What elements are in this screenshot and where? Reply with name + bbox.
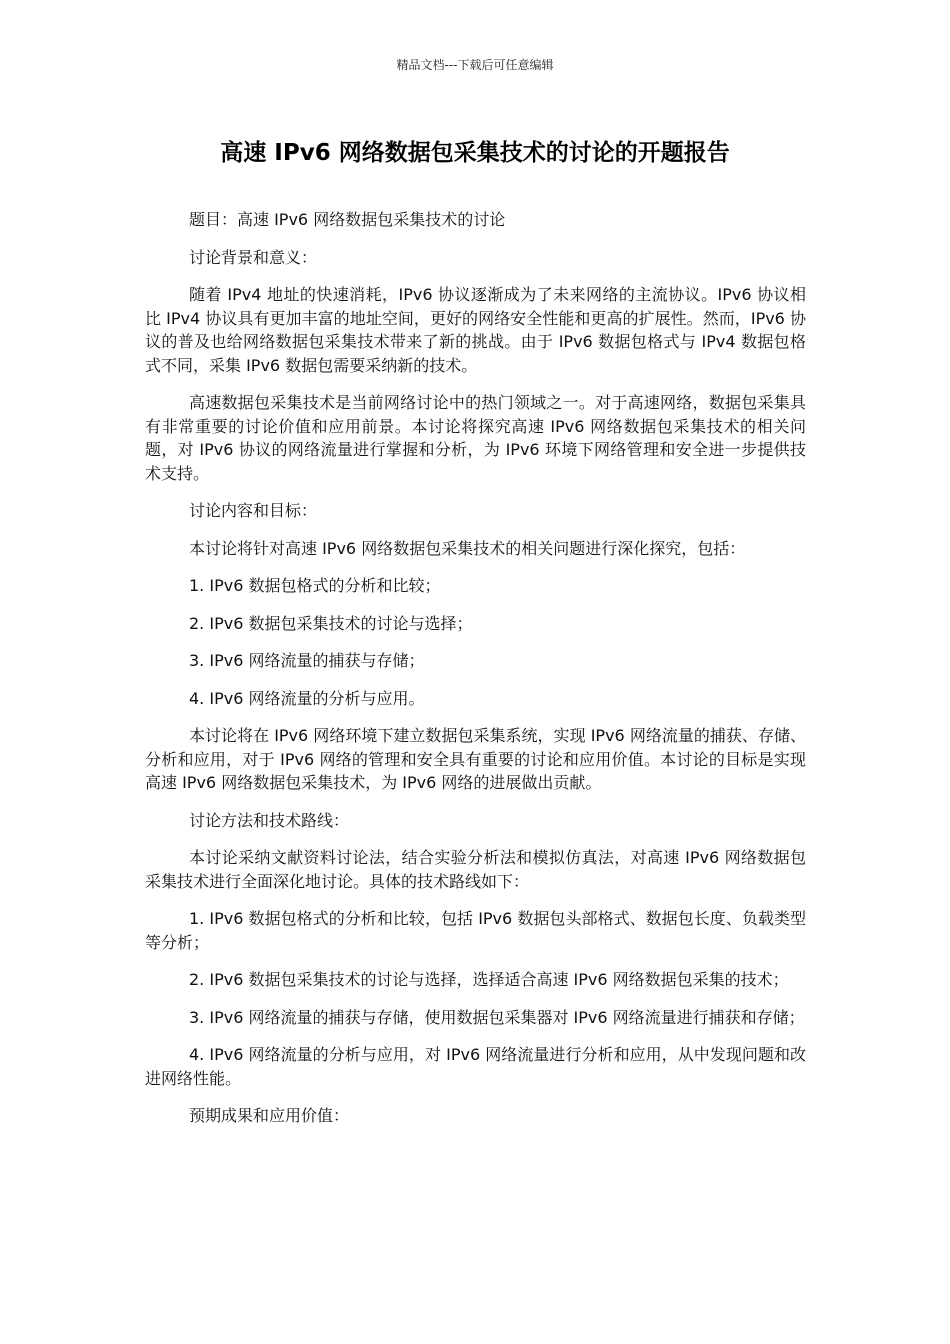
paragraph-topic: 题目：高速 IPv6 网络数据包采集技术的讨论 xyxy=(189,210,506,229)
section-heading-content: 讨论内容和目标： xyxy=(189,501,318,520)
document-title: 高速 IPv6 网络数据包采集技术的讨论的开题报告 xyxy=(220,140,730,166)
paragraph: 高速数据包采集技术是当前网络讨论中的热门领域之一。对于高速网络，数据包采集具有非常重要的讨论价值和应用前景。本讨论将探究高速 IPv6 网络数据包采集技术的相关问题，对 IPv6 协议的网络流量进行掌握和分析，为 IPv6 环境下网络管理和安全进一步提供技术支持。 xyxy=(145,393,806,483)
document-body xyxy=(145,208,806,1142)
header-note: 精品文档---下载后可任意编辑 xyxy=(396,58,554,72)
paragraph: 本讨论将针对高速 IPv6 网络数据包采集技术的相关问题进行深化探究，包括： xyxy=(189,538,746,558)
list-item: 4. IPv6 网络流量的分析与应用，对 IPv6 网络流量进行分析和应用，从中发现问题和改进网络性能。 xyxy=(145,1045,806,1088)
list-item: 1. IPv6 数据包格式的分析和比较； xyxy=(189,576,441,595)
paragraph: 本讨论采纳文献资料讨论法，结合实验分析法和模拟仿真法，对高速 IPv6 网络数据包采集技术进行全面深化地讨论。具体的技术路线如下： xyxy=(145,848,806,891)
section-heading-methods: 讨论方法和技术路线： xyxy=(189,810,350,830)
paragraph: 随着 IPv4 地址的快速消耗，IPv6 协议逐渐成为了未来网络的主流协议。IPv6 协议相比 IPv4 协议具有更加丰富的地址空间，更好的网络安全性能和更高的扩展性。然而，IPv6 协议的普及也给网络数据包采集技术带来了新的挑战。由于 IPv6 数据包格式与 IPv4 数据包格式不同，采集 IPv6 数据包需要采纳新的技术。 xyxy=(145,285,806,375)
list-item: 1. IPv6 数据包格式的分析和比较，包括 IPv6 数据包头部格式、数据包长度、负载类型等分析； xyxy=(145,909,806,952)
list-item: 3. IPv6 网络流量的捕获与存储； xyxy=(189,651,425,670)
section-heading-background: 讨论背景和意义： xyxy=(189,247,318,267)
list-item: 2. IPv6 数据包采集技术的讨论与选择； xyxy=(189,613,473,633)
list-item: 2. IPv6 数据包采集技术的讨论与选择，选择适合高速 IPv6 网络数据包采集的技术； xyxy=(189,970,789,989)
paragraph: 本讨论将在 IPv6 网络环境下建立数据包采集系统，实现 IPv6 网络流量的捕获、存储、分析和应用，对于 IPv6 网络的管理和安全具有重要的讨论和应用价值。本讨论的目标是实现高速 IPv6 网络数据包采集技术，为 IPv6 网络的进展做出贡献。 xyxy=(145,726,806,792)
list-item: 3. IPv6 网络流量的捕获与存储，使用数据包采集器对 IPv6 网络流量进行捕获和存储； xyxy=(189,1007,805,1027)
list-item: 4. IPv6 网络流量的分析与应用。 xyxy=(189,688,425,708)
section-heading-outcomes: 预期成果和应用价值： xyxy=(189,1106,350,1125)
